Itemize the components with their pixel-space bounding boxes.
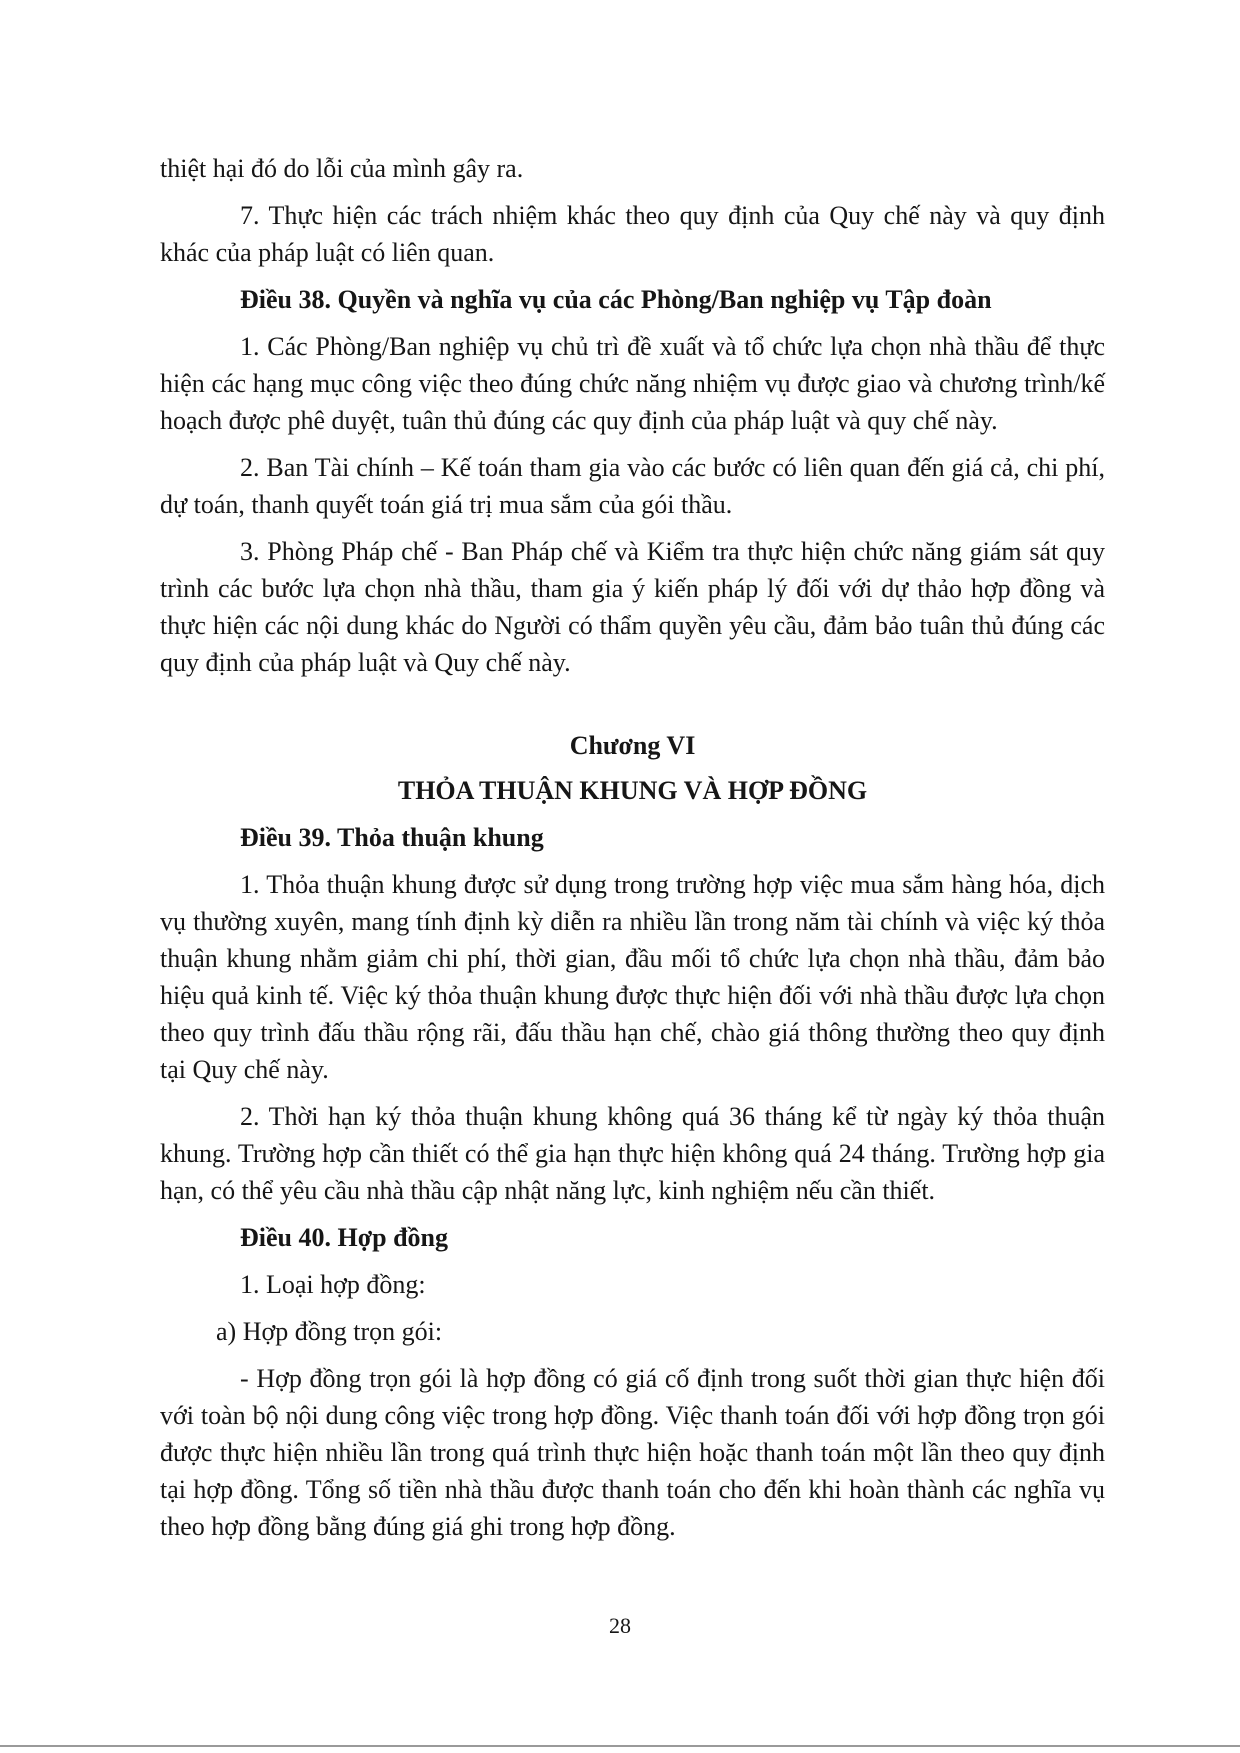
paragraph-item-7: 7. Thực hiện các trách nhiệm khác theo quy định của Quy chế này và quy định khác của pháp luật có liên quan. (160, 201, 1105, 267)
chapter-spacer (160, 691, 1105, 727)
article-38-item-3: 3. Phòng Pháp chế - Ban Pháp chế và Kiểm tra thực hiện chức năng giám sát quy trình các bước lựa chọn nhà thầu, tham gia ý kiến pháp lý đối với dự thảo hợp đồng và thực hiện các nội dung khác do Người có thẩm quyền yêu cầu, đảm bảo tuân thủ đúng các quy định của pháp luật và Quy chế này. (160, 537, 1105, 677)
article-39-heading: Điều 39. Thỏa thuận khung (240, 823, 544, 852)
paragraph-continuation: thiệt hại đó do lỗi của mình gây ra. (160, 154, 524, 183)
article-40-item-1: 1. Loại hợp đồng: (240, 1270, 426, 1299)
article-40-subitem-a-detail: - Hợp đồng trọn gói là hợp đồng có giá cố định trong suốt thời gian thực hiện đối với toàn bộ nội dung công việc trong hợp đồng. Việc thanh toán đối với hợp đồng trọn gói được thực hiện nhiều lần trong quá trình thực hiện hoặc thanh toán một lần theo quy định tại hợp đồng. Tổng số tiền nhà thầu được thanh toán cho đến khi hoàn thành các nghĩa vụ theo hợp đồng bằng đúng giá ghi trong hợp đồng. (160, 1364, 1105, 1541)
article-38-item-1: 1. Các Phòng/Ban nghiệp vụ chủ trì đề xuất và tổ chức lựa chọn nhà thầu để thực hiện các hạng mục công việc theo đúng chức năng nhiệm vụ được giao và chương trình/kế hoạch được phê duyệt, tuân thủ đúng các quy định của pháp luật và quy chế này. (160, 332, 1105, 435)
article-38-item-2: 2. Ban Tài chính – Kế toán tham gia vào các bước có liên quan đến giá cả, chi phí, dự toán, thanh quyết toán giá trị mua sắm của gói thầu. (160, 453, 1105, 519)
page-number: 28 (609, 1613, 631, 1638)
article-40-heading: Điều 40. Hợp đồng (240, 1223, 448, 1252)
chapter-title: THỎA THUẬN KHUNG VÀ HỢP ĐỒNG (397, 776, 868, 805)
scan-bottom-edge (0, 1745, 1240, 1747)
article-39-item-1: 1. Thỏa thuận khung được sử dụng trong trường hợp việc mua sắm hàng hóa, dịch vụ thường xuyên, mang tính định kỳ diễn ra nhiều lần trong năm tài chính và việc ký thỏa thuận khung nhằm giảm chi phí, thời gian, đầu mối tổ chức lựa chọn nhà thầu, đảm bảo hiệu quả kinh tế. Việc ký thỏa thuận khung được thực hiện đối với nhà thầu được lựa chọn theo quy trình đấu thầu rộng rãi, đấu thầu hạn chế, chào giá thông thường theo quy định tại Quy chế này. (160, 870, 1105, 1084)
document-body (160, 150, 1105, 1555)
article-40-subitem-a: a) Hợp đồng trọn gói: (216, 1317, 443, 1346)
article-38-heading: Điều 38. Quyền và nghĩa vụ của các Phòng/Ban nghiệp vụ Tập đoàn (240, 285, 992, 314)
article-39-item-2: 2. Thời hạn ký thỏa thuận khung không quá 36 tháng kể từ ngày ký thỏa thuận khung. Trường hợp cần thiết có thể gia hạn thực hiện không quá 24 tháng. Trường hợp gia hạn, có thể yêu cầu nhà thầu cập nhật năng lực, kinh nghiệm nếu cần thiết. (160, 1102, 1105, 1205)
chapter-number: Chương VI (569, 731, 696, 760)
